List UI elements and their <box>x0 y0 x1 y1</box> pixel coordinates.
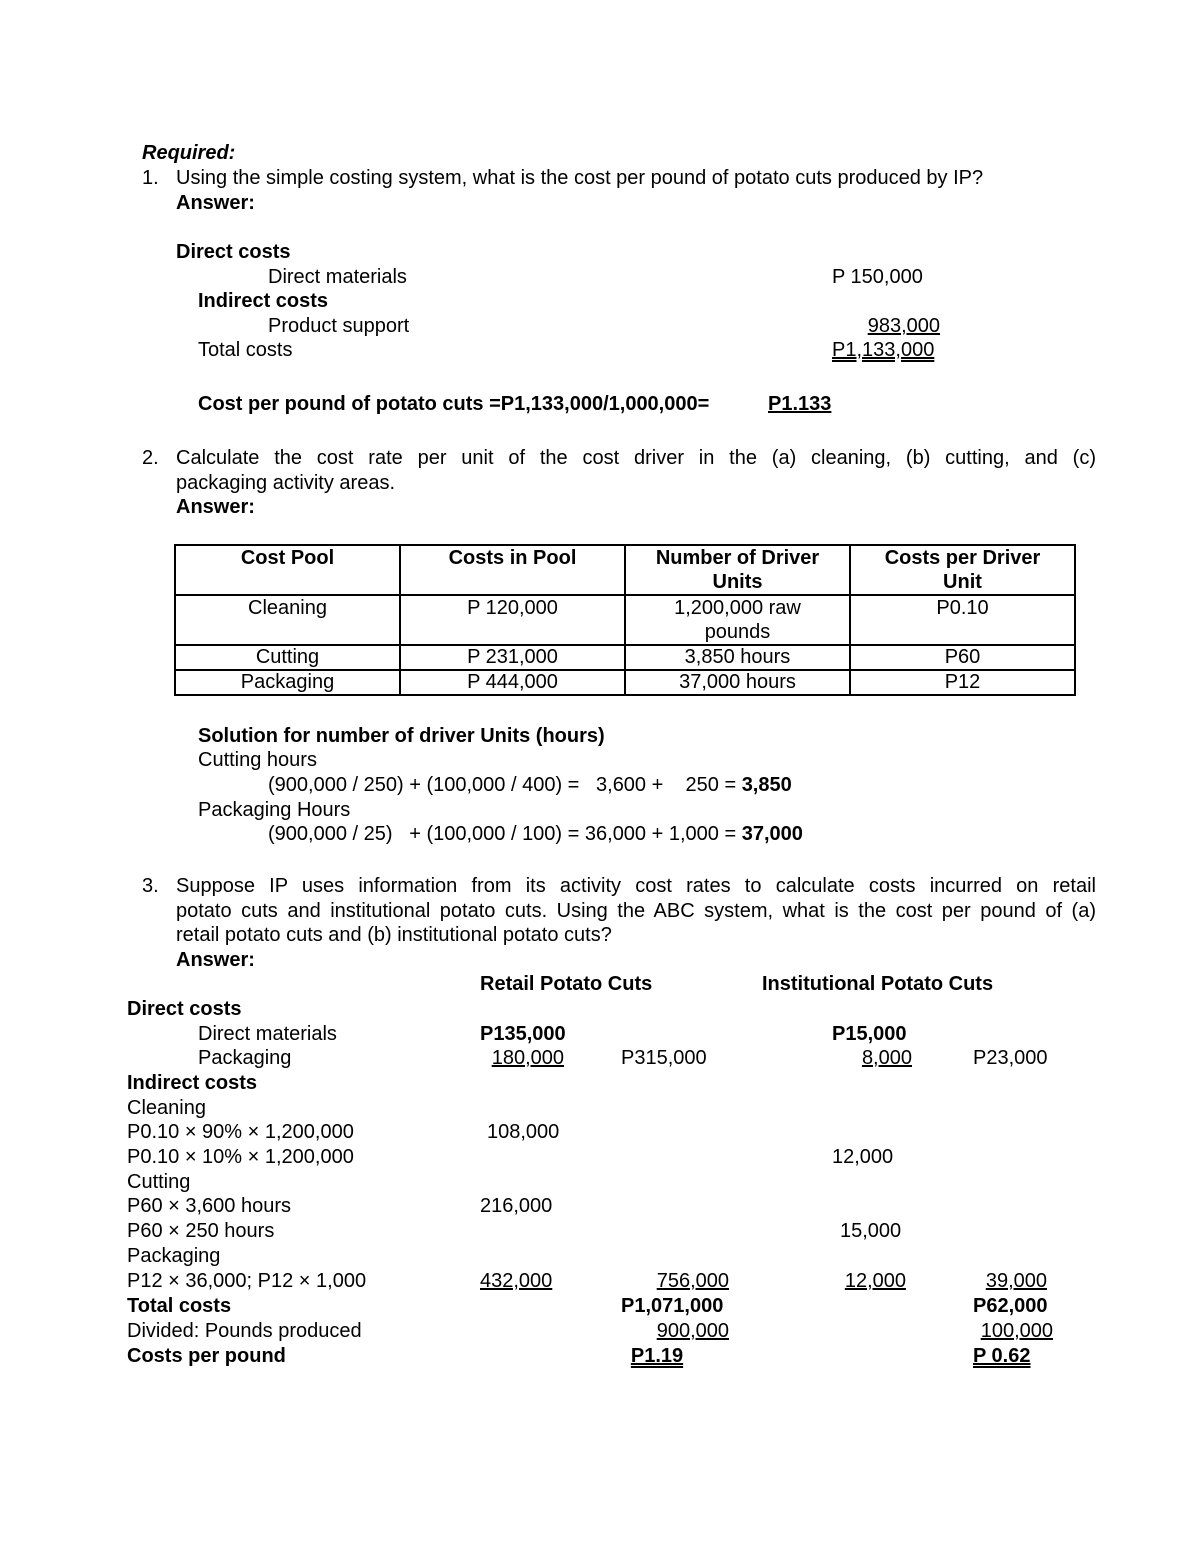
table-cell: P0.10 <box>850 595 1075 645</box>
q3-cost-per-pound: Costs per pound <box>127 1345 286 1367</box>
q1-question: Using the simple costing system, what is the cost per pound of potato cuts produced by IP? <box>176 167 984 189</box>
q3-packaging-inst-value: 12,000 <box>844 1270 906 1292</box>
table-header-cell: Costs in Pool <box>400 545 625 595</box>
q3-retail-pkg: 180,000 <box>491 1047 564 1069</box>
q3-inst-indirect-total: 39,000 <box>985 1270 1047 1292</box>
q2-cutting-formula-line <box>268 773 792 797</box>
q2-packaging-formula: (900,000 / 25) + (100,000 / 100) = 36,000 + 1,000 = <box>268 823 742 845</box>
q1-direct-materials: Direct materials <box>268 266 407 288</box>
table-header-cell: Cost Pool <box>175 545 400 595</box>
table-header-row <box>175 545 1075 595</box>
q2-number: 2. <box>142 447 159 469</box>
table-row <box>175 595 1075 645</box>
table-cell: Packaging <box>175 670 400 695</box>
q3-retail-cpp: P1.19 <box>630 1345 684 1367</box>
q2-cutting-hours-label: Cutting hours <box>198 749 317 771</box>
table-cell: 1,200,000 raw pounds <box>625 595 850 645</box>
q2-solution-title: Solution for number of driver Units (hours) <box>198 725 605 747</box>
q2-answer-label: Answer: <box>176 496 255 518</box>
q3-packaging-retail-value: 432,000 <box>480 1270 553 1292</box>
q1-number: 1. <box>142 167 159 189</box>
q3-question-line3: retail potato cuts and (b) institutional potato cuts? <box>176 924 612 946</box>
table-header-cell: Number of Driver Units <box>625 545 850 595</box>
q1-direct-materials-value: P 150,000 <box>832 266 923 288</box>
table-cell: 3,850 hours <box>625 645 850 670</box>
table-row <box>175 645 1075 670</box>
q3-question-line1: Suppose IP uses information from its activity cost rates to calculate costs incurred on retail <box>176 875 1096 897</box>
q3-cutting-retail-formula: P60 × 3,600 hours <box>127 1195 292 1217</box>
q1-total-costs-value: P1,133,000 <box>832 339 935 361</box>
q3-inst-total: P62,000 <box>973 1295 1048 1317</box>
q3-retail-direct-total: P315,000 <box>621 1047 707 1069</box>
q3-cleaning-retail-value: 108,000 <box>487 1121 560 1143</box>
table-cell: P60 <box>850 645 1075 670</box>
cost-pool-table <box>174 544 1076 696</box>
q3-retail-indirect-total: 756,000 <box>656 1270 729 1292</box>
q1-product-support-value: 983,000 <box>867 315 940 337</box>
q3-cutting: Cutting <box>127 1171 191 1193</box>
q2-cutting-formula: (900,000 / 250) + (100,000 / 400) = 3,600 + 250 = <box>268 774 742 796</box>
table-cell: P 231,000 <box>400 645 625 670</box>
q3-retail-pounds: 900,000 <box>656 1320 729 1342</box>
q3-cleaning-inst-value: 12,000 <box>832 1146 894 1168</box>
q1-product-support: Product support <box>268 315 410 337</box>
q3-cutting-inst-formula: P60 × 250 hours <box>127 1220 275 1242</box>
q3-cleaning: Cleaning <box>127 1097 206 1119</box>
q1-answer-label: Answer: <box>176 192 255 214</box>
q3-retail-dm: P135,000 <box>480 1023 566 1045</box>
q2-question-line2: packaging activity areas. <box>176 472 396 494</box>
q1-indirect-costs: Indirect costs <box>198 290 329 312</box>
q3-packaging-label: Packaging <box>127 1245 221 1267</box>
q3-indirect-costs: Indirect costs <box>127 1072 258 1094</box>
q3-retail-total: P1,071,000 <box>621 1295 724 1317</box>
q3-answer-label: Answer: <box>176 949 255 971</box>
table-cell: 37,000 hours <box>625 670 850 695</box>
q1-cost-per-pound-label: Cost per pound of potato cuts =P1,133,000/1,000,000= <box>198 393 710 415</box>
table-cell: P 120,000 <box>400 595 625 645</box>
q1-total-costs: Total costs <box>198 339 293 361</box>
q2-cutting-result: 3,850 <box>741 774 792 796</box>
table-header-cell: Costs per Driver Unit <box>850 545 1075 595</box>
q3-total-costs: Total costs <box>127 1295 232 1317</box>
q3-col-retail: Retail Potato Cuts <box>480 973 653 995</box>
table-cell: Cutting <box>175 645 400 670</box>
q3-col-institutional: Institutional Potato Cuts <box>762 973 994 995</box>
q1-cost-per-pound-value: P1.133 <box>768 393 832 415</box>
q2-packaging-formula-line <box>268 822 803 846</box>
table-cell: Cleaning <box>175 595 400 645</box>
table-cell: P 444,000 <box>400 670 625 695</box>
q3-number: 3. <box>142 875 159 897</box>
q3-cleaning-retail-formula: P0.10 × 90% × 1,200,000 <box>127 1121 354 1143</box>
q3-direct-costs: Direct costs <box>127 998 242 1020</box>
q3-cutting-retail-value: 216,000 <box>480 1195 553 1217</box>
table-row <box>175 670 1075 695</box>
required-heading: Required: <box>142 142 236 164</box>
q3-inst-direct-total: P23,000 <box>973 1047 1048 1069</box>
q3-divided-label: Divided: Pounds produced <box>127 1320 362 1342</box>
q3-inst-dm: P15,000 <box>832 1023 907 1045</box>
q3-inst-pounds: 100,000 <box>980 1320 1053 1342</box>
table-cell: P12 <box>850 670 1075 695</box>
q3-question-line2: potato cuts and institutional potato cuts. Using the ABC system, what is the cost per pound of (a) <box>176 900 1096 922</box>
q2-packaging-hours-label: Packaging Hours <box>198 799 351 821</box>
q3-inst-cpp: P 0.62 <box>973 1345 1031 1367</box>
q3-inst-pkg: 8,000 <box>861 1047 912 1069</box>
q1-direct-costs: Direct costs <box>176 241 291 263</box>
q2-question-line1: Calculate the cost rate per unit of the cost driver in the (a) cleaning, (b) cutting, and (c) <box>176 447 1096 469</box>
q3-cleaning-inst-formula: P0.10 × 10% × 1,200,000 <box>127 1146 354 1168</box>
q3-direct-materials: Direct materials <box>198 1023 337 1045</box>
q3-packaging-formula: P12 × 36,000; P12 × 1,000 <box>127 1270 367 1292</box>
q3-packaging: Packaging <box>198 1047 292 1069</box>
q2-packaging-result: 37,000 <box>741 823 803 845</box>
q3-cutting-inst-value: 15,000 <box>840 1220 902 1242</box>
